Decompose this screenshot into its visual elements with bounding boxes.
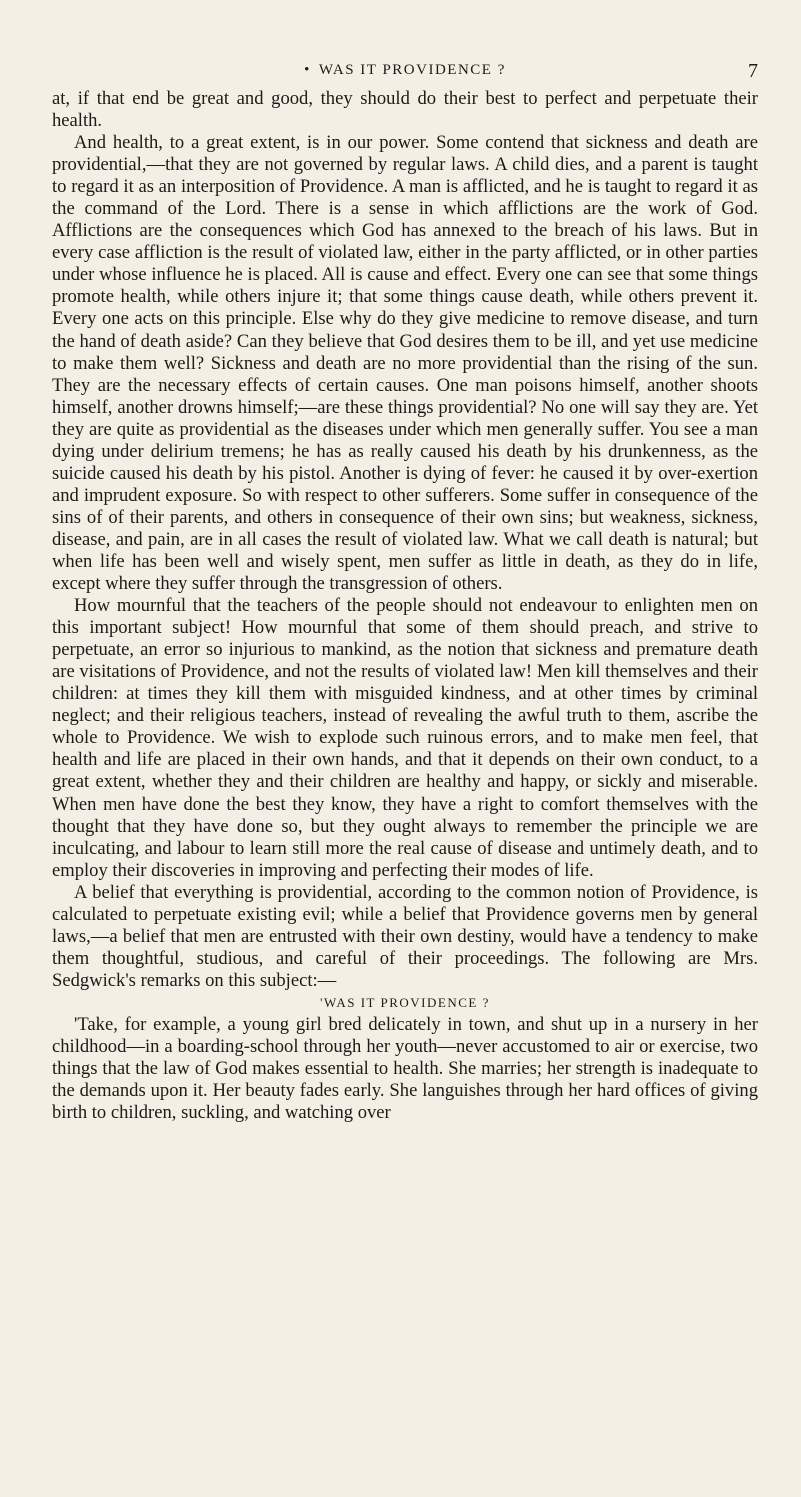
body-text bbox=[52, 88, 758, 1124]
page-number: 7 bbox=[748, 60, 758, 82]
quote-paragraph: 'Take, for example, a young girl bred delicately in town, and shut up in a nursery in her childhood—in a boarding-school through her youth—never accustomed to air or exercise, two things that the law of God makes essential to health. She marries; her strength is inadequate to the demands upon it. Her beauty fades early. She languishes through her hard offices of giving birth to children, suckling, and watching over bbox=[52, 1013, 758, 1124]
running-head-title bbox=[304, 62, 506, 79]
paragraph: How mournful that the teachers of the people should not endeavour to enlighten men on this important subject! How mournful that some of them should preach, and strive to perpetuate, an error so injurious to mankind, as the notion that sickness and premature death are visitations of Providence, and not the results of violated law! Men kill themselves and their children: at times they kill them with misguided kindness, and at other times by criminal neglect; and their religious teachers, instead of revealing the awful truth to them, ascribe the whole to Providence. We wish to explode such ruinous errors, and to make men feel, that health and life are placed in their own hands, and that it depends on their own conduct, to a great extent, whether they and their children are healthy and happy, or sickly and miserable. When men have done the best they know, they have a right to comfort themselves with the thought that they have done so, but they ought always to remember the principle we are inculcating, and labour to learn still more the real cause of disease and untimely death, and to employ their discoveries in improving and perfecting their modes of life. bbox=[52, 595, 758, 881]
paragraph: A belief that everything is providential, according to the common notion of Providence, is calculated to perpetuate existing evil; while a belief that Providence governs men by general laws,—a belief that men are entrusted with their own destiny, would have a tendency to make them thoughtful, studious, and careful of their proceedings. The following are Mrs. Sedgwick's remarks on this subject:— bbox=[52, 881, 758, 991]
running-head bbox=[52, 62, 758, 88]
running-head-marker: • bbox=[304, 62, 311, 78]
section-heading: 'WAS IT PROVIDENCE ? bbox=[320, 994, 490, 1010]
running-head-text: WAS IT PROVIDENCE ? bbox=[318, 62, 506, 78]
paragraph: at, if that end be great and good, they should do their best to perfect and perpetuate their health. bbox=[52, 88, 758, 132]
book-page bbox=[52, 62, 758, 1124]
paragraph: And health, to a great extent, is in our power. Some contend that sickness and death are providential,—that they are not governed by regular laws. A child dies, and a parent is taught to regard it as an interposition of Providence. A man is afflicted, and he is taught to regard it as the command of the Lord. There is a sense in which afflictions are the work of God. Afflictions are the consequences which God has annexed to the breach of his laws. But in every case affliction is the result of violated law, either in the party afflicted, or in other parties under whose influence he is placed. All is cause and effect. Every one can see that some things promote health, while others injure it; that some things cause death, while others prevent it. Every one acts on this principle. Else why do they give medicine to remove disease, and turn the hand of death aside? Can they believe that God desires them to be ill, and yet use medicine to make them well? Sickness and death are no more providential than the rising of the sun. They are the necessary effects of certain causes. One man poisons himself, another shoots himself, another drowns himself;—are these things providential? No one will say they are. Yet they are quite as providential as the diseases under which men generally suffer. You see a man dying under delirium tremens; he has as really caused his death by his drunkenness, as the suicide caused his death by his pistol. Another is dying of fever: he caused it by over-exertion and imprudent exposure. So with respect to other sufferers. Some suffer in consequence of the sins of of their parents, and others in consequence of their own sins; but weakness, sickness, disease, and pain, are in all cases the result of violated law. What we call death is natural; but when life has been well and wisely spent, men suffer as little in death, as they do in life, except where they suffer through the transgression of others. bbox=[52, 132, 758, 595]
